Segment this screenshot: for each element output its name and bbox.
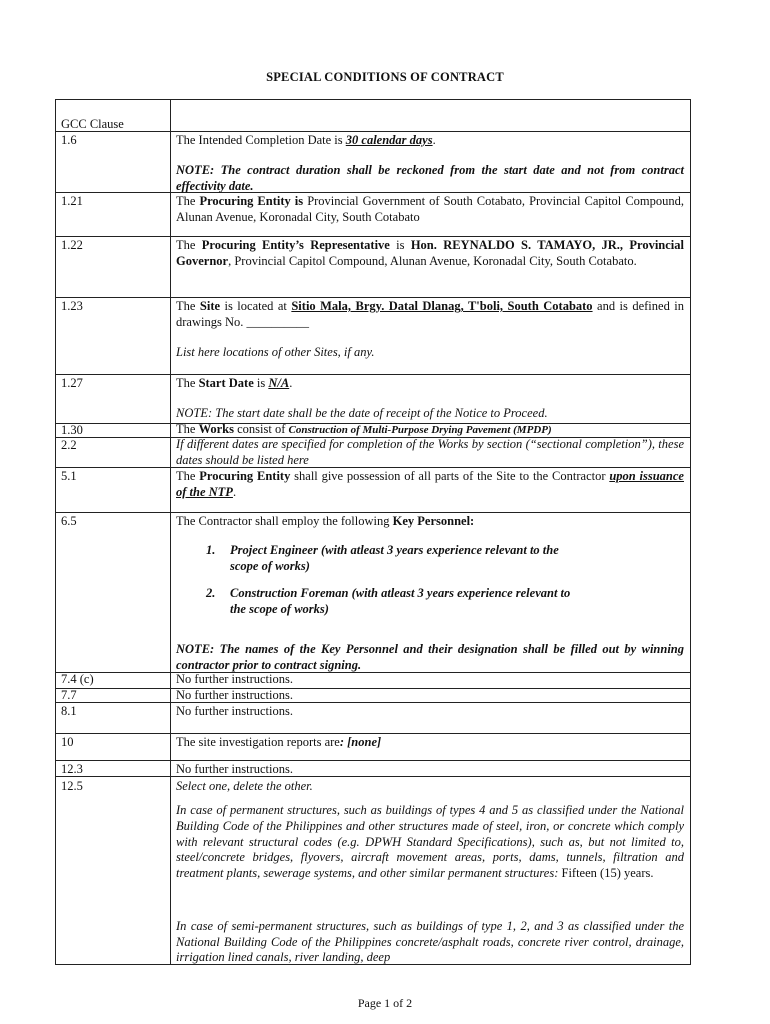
start-date-value: N/A	[268, 376, 290, 390]
warranty-period-value: Fifteen (15) years.	[558, 866, 654, 881]
clause-text: No further instructions.	[176, 688, 293, 702]
clause-text: The Start Date is N/A.	[176, 376, 293, 390]
clause-text: The Procuring Entity is Provincial Government of South Cotabato, Provincial Capitol Compound, Alunan Avenue, Koronadal City, South Cotabato	[176, 194, 685, 224]
clause-number: 5.1	[61, 469, 77, 483]
clause-text: No further instructions.	[176, 762, 293, 776]
clause-number: 1.27	[61, 376, 83, 390]
row-divider	[55, 131, 691, 132]
clause-number: 10	[61, 735, 74, 749]
clause-number: 8.1	[61, 704, 77, 718]
row-divider	[55, 760, 691, 761]
clause-number: 1.30	[61, 423, 83, 437]
site-investigation-value: : [none]	[339, 735, 382, 749]
row-divider	[55, 733, 691, 734]
clause-number: 12.3	[61, 762, 83, 776]
clause-note: NOTE: The names of the Key Personnel and their designation shall be filled out by winning contractor prior to contract signing.	[176, 642, 684, 672]
clause-text: No further instructions.	[176, 704, 293, 718]
clause-number: 7.4 (c)	[61, 672, 94, 686]
clause-text: Select one, delete the other.	[176, 779, 313, 793]
clause-note: NOTE: The start date shall be the date of receipt of the Notice to Proceed.	[176, 406, 548, 420]
list-item: 1. Project Engineer (with atleast 3 years experience relevant to the scope of works)	[206, 543, 559, 573]
clause-number: 1.22	[61, 238, 83, 252]
possession-value: upon issuance of the NTP	[176, 469, 684, 499]
completion-date-value: 30 calendar days	[345, 133, 433, 147]
clause-paragraph: In case of semi-permanent structures, such as buildings of type 1, 2, and 3 as classified under the National Building Code of the Philippines concrete/asphalt roads, concrete river control, drainage, irrigation lined canals, river landing, deep	[176, 919, 684, 965]
clause-number: 7.7	[61, 688, 77, 702]
clause-text: The Site is located at Sitio Mala, Brgy. Datal Dlanag, T'boli, South Cotabato and is defined in drawings No. __________	[176, 299, 685, 329]
list-item: 2. Construction Foreman (with atleast 3 years experience relevant to the scope of works)	[206, 586, 571, 616]
row-divider	[55, 297, 691, 298]
clause-number: 1.21	[61, 194, 83, 208]
clause-note: List here locations of other Sites, if any.	[176, 345, 375, 359]
site-location-value: Sitio Mala, Brgy. Datal Dlanag, T'boli, South Cotabato	[291, 299, 593, 313]
row-divider	[55, 236, 691, 237]
clause-text: If different dates are specified for completion of the Works by section (“sectional completion”), these dates should be listed here	[176, 437, 684, 467]
clause-column-header: GCC Clause	[61, 117, 124, 131]
clause-text: The Works consist of Construction of Multi-Purpose Drying Pavement (MPDP)	[176, 422, 552, 436]
clause-number: 6.5	[61, 514, 77, 528]
clause-text: The Procuring Entity shall give possession of all parts of the Site to the Contractor upon issuance of the NTP.	[176, 469, 684, 499]
row-divider	[55, 374, 691, 375]
clause-text: No further instructions.	[176, 672, 293, 686]
clause-text: The Procuring Entity’s Representative is Hon. REYNALDO S. TAMAYO, JR., Provincial Governor, Provincial Capitol Compound, Alunan Avenue, Koronadal City, South Cotabato.	[176, 238, 684, 268]
clause-number: 12.5	[61, 779, 83, 793]
clause-text: The site investigation reports are: [none]	[176, 735, 382, 749]
clause-number: 1.23	[61, 299, 83, 313]
clause-number: 2.2	[61, 438, 77, 452]
clause-paragraph: In case of permanent structures, such as buildings of types 4 and 5 as classified under the National Building Code of the Philippines and other structures made of steel, iron, or concrete which comply with relevant structural codes (e.g. DPWH Standard Specifications), such as, but not limited to, steel/concrete bridges, flyovers, aircraft movement areas, ports, dams, tunnels, filtration and treatment plants, sewerage systems, and other similar permanent structures: Fifteen (15) years.	[176, 803, 684, 881]
project-name: Construction of Multi-Purpose Drying Pavement (MPDP)	[288, 424, 552, 436]
column-divider	[170, 99, 171, 965]
clause-note: NOTE: The contract duration shall be reckoned from the start date and not from contract effectivity date.	[176, 163, 684, 193]
clause-text: The Contractor shall employ the following Key Personnel:	[176, 514, 475, 528]
clause-text: The Intended Completion Date is 30 calendar days.	[176, 133, 436, 147]
row-divider	[55, 512, 691, 513]
page-title: SPECIAL CONDITIONS OF CONTRACT	[266, 70, 504, 84]
clause-number: 1.6	[61, 133, 77, 147]
page-number: Page 1 of 2	[357, 996, 413, 1010]
